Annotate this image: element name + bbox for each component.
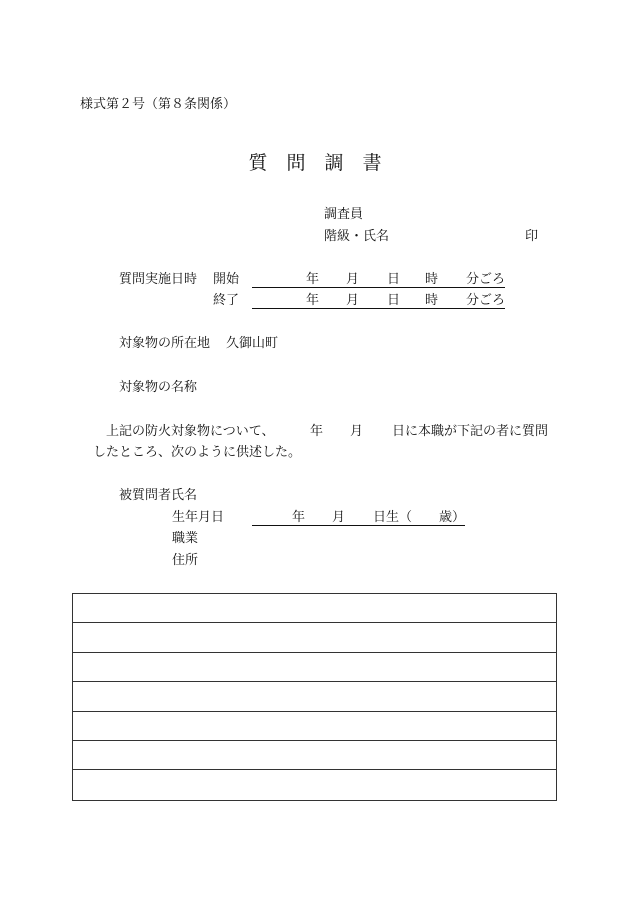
answer-row[interactable] xyxy=(73,682,556,711)
statement-line2: したところ、次のように供述した。 xyxy=(93,445,302,460)
end-label: 終了 xyxy=(213,293,240,308)
rank-name-label: 階級・氏名 xyxy=(324,229,390,244)
end-time-underline xyxy=(252,308,505,309)
start-month-unit: 月 xyxy=(346,272,360,287)
answer-row[interactable] xyxy=(73,623,556,652)
answer-row[interactable] xyxy=(73,594,556,623)
start-time-underline xyxy=(252,287,505,288)
end-day-unit: 日 xyxy=(387,293,401,308)
investigator-heading: 調査員 xyxy=(324,207,364,222)
end-hour-unit: 時 xyxy=(425,293,439,308)
birth-day-unit: 日生（ xyxy=(373,510,413,525)
start-year-unit: 年 xyxy=(306,272,320,287)
form-number: 様式第２号（第８条関係） xyxy=(80,97,237,112)
seal-mark: 印 xyxy=(525,229,539,244)
answer-row[interactable] xyxy=(73,712,556,741)
answer-row[interactable] xyxy=(73,741,556,770)
statement-year-unit: 年 xyxy=(310,424,324,439)
statement-answer-table xyxy=(72,593,557,801)
start-minute-unit: 分ごろ xyxy=(466,272,506,287)
age-unit: 歳） xyxy=(439,510,466,525)
answer-row[interactable] xyxy=(73,653,556,682)
interview-time-label: 質問実施日時 xyxy=(119,272,198,287)
page-title: 質問調書 xyxy=(248,152,401,174)
end-minute-unit: 分ごろ xyxy=(466,293,506,308)
birthdate-label: 生年月日 xyxy=(172,510,225,525)
location-label: 対象物の所在地 xyxy=(119,336,211,351)
statement-line1-b: 日に本職が下記の者に質問 xyxy=(392,424,549,439)
start-day-unit: 日 xyxy=(387,272,401,287)
location-value: 久御山町 xyxy=(226,336,279,351)
statement-month-unit: 月 xyxy=(350,424,364,439)
end-month-unit: 月 xyxy=(346,293,360,308)
start-label: 開始 xyxy=(213,272,240,287)
occupation-label: 職業 xyxy=(172,531,199,546)
statement-line1-a: 上記の防火対象物について、 xyxy=(106,424,275,439)
birth-month-unit: 月 xyxy=(332,510,346,525)
birth-year-unit: 年 xyxy=(292,510,306,525)
respondent-name-label: 被質問者氏名 xyxy=(119,488,198,503)
end-year-unit: 年 xyxy=(306,293,320,308)
answer-row[interactable] xyxy=(73,770,556,799)
birthdate-underline xyxy=(252,525,465,526)
object-name-label: 対象物の名称 xyxy=(119,380,198,395)
start-hour-unit: 時 xyxy=(425,272,439,287)
address-label: 住所 xyxy=(172,553,199,568)
